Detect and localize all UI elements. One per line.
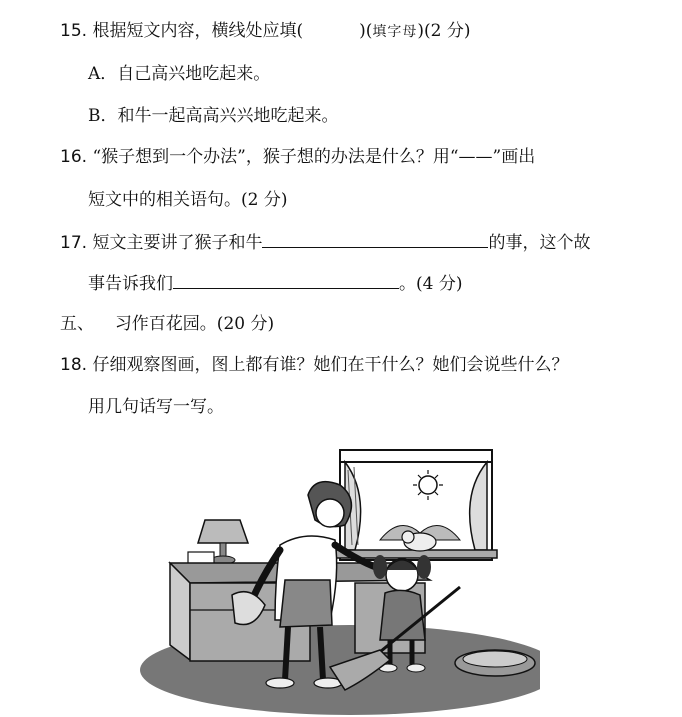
q18-line-2: 用几句话写一写。 bbox=[88, 397, 224, 417]
q15-answer-blank[interactable] bbox=[303, 18, 359, 36]
table-lamp-icon bbox=[188, 520, 248, 566]
q15-text-mid: )( bbox=[359, 21, 373, 41]
q15-line bbox=[60, 18, 470, 44]
q17-line-1 bbox=[60, 229, 590, 255]
q15-hint: 填字母 bbox=[372, 24, 418, 40]
q17-number: 17. bbox=[60, 233, 88, 253]
q15-number: 15. bbox=[60, 21, 88, 41]
q17-text-before: 短文主要讲了猴子和牛 bbox=[92, 233, 263, 253]
section-5-title: 习作百花园。(20 分) bbox=[114, 314, 275, 334]
q16-line-1 bbox=[60, 145, 535, 169]
q15-option-b: B．和牛一起高高兴兴地吃起来。 bbox=[88, 106, 339, 126]
q18-number: 18. bbox=[60, 355, 88, 375]
mother-daughter-cleaning-illustration bbox=[140, 445, 540, 715]
q18-line-1 bbox=[60, 353, 568, 377]
q17-text-2-before: 事告诉我们 bbox=[88, 274, 173, 294]
q15-option-a: A．自己高兴地吃起来。 bbox=[88, 64, 271, 84]
q18-text-1: 仔细观察图画，图上都有谁？她们在干什么？她们会说些什么？ bbox=[92, 355, 569, 375]
q16-number: 16. bbox=[60, 147, 88, 167]
q17-blank-2[interactable] bbox=[173, 270, 399, 289]
q15-text-after: )(2 分) bbox=[417, 21, 471, 41]
q17-text-after: 的事，这个故 bbox=[488, 233, 591, 253]
q16-line-2: 短文中的相关语句。(2 分) bbox=[88, 190, 288, 210]
q17-blank-1[interactable] bbox=[262, 229, 488, 248]
q16-text-1: “猴子想到一个办法”，猴子想的办法是什么？用“——”画出 bbox=[92, 147, 536, 167]
section-5-heading bbox=[60, 312, 274, 336]
q17-line-2 bbox=[88, 270, 462, 296]
water-basin-icon bbox=[455, 650, 535, 676]
window-with-curtains-icon bbox=[335, 450, 497, 560]
q15-text-before: 根据短文内容，横线处应填( bbox=[92, 21, 304, 41]
section-5-label: 五、 bbox=[60, 314, 94, 334]
q17-text-2-after: 。(4 分) bbox=[399, 274, 463, 294]
